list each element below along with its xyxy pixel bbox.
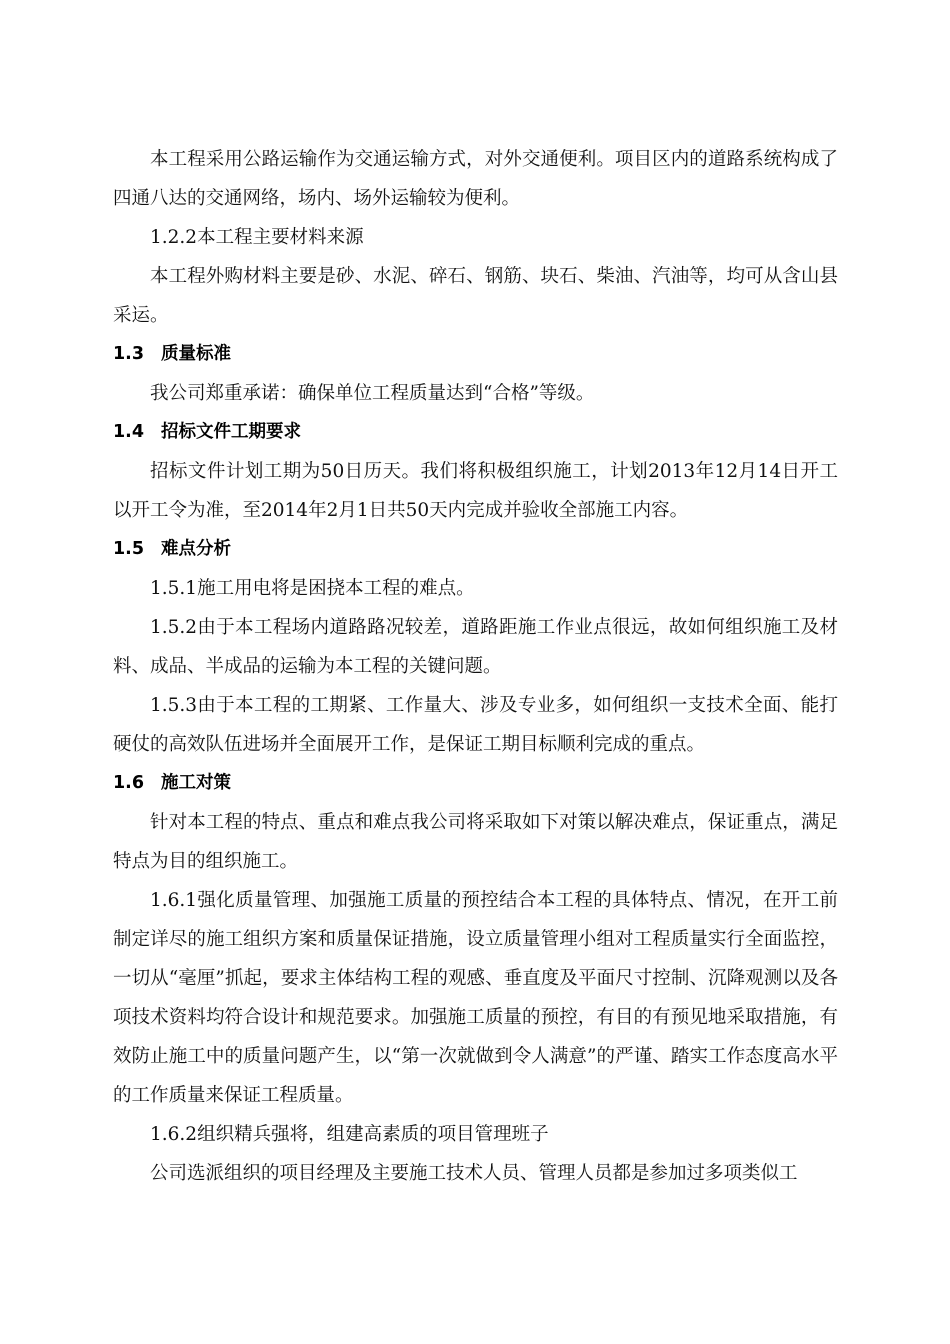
- section-number: 1.3: [113, 344, 145, 364]
- paragraph-schedule: 招标文件计划工期为50日历天。我们将积极组织施工，计划2013年12月14日开工以开工令为准，至2014年2月1日共50天内完成并验收全部施工内容。: [113, 461, 838, 521]
- paragraph-materials: 本工程外购材料主要是砂、水泥、碎石、钢筋、块石、柴油、汽油等，均可从含山县采运。: [113, 266, 838, 326]
- subheading-1-6-2: 1.6.2组织精兵强将，组建高素质的项目管理班子: [150, 1124, 549, 1145]
- paragraph-difficulty-3: 1.5.3由于本工程的工期紧、工作量大、涉及专业多，如何组织一支技术全面、能打硬仗的高效队伍进场并全面展开工作，是保证工期目标顺利完成的重点。: [113, 695, 838, 755]
- section-title: 招标文件工期要求: [161, 422, 301, 442]
- section-title: 施工对策: [161, 773, 231, 793]
- paragraph-countermeasures: 针对本工程的特点、重点和难点我公司将采取如下对策以解决难点，保证重点，满足特点为目的组织施工。: [113, 812, 838, 872]
- section-heading-1-3: [113, 335, 838, 374]
- paragraph-difficulty-2: 1.5.2由于本工程场内道路路况较差，道路距施工作业点很远，故如何组织施工及材料、成品、半成品的运输为本工程的关键问题。: [113, 617, 838, 677]
- section-title: 质量标准: [161, 344, 231, 364]
- paragraph-difficulty-1: 1.5.1施工用电将是困挠本工程的难点。: [150, 578, 475, 599]
- section-title: 难点分析: [161, 539, 231, 559]
- paragraph-project-team: 公司选派组织的项目经理及主要施工技术人员、管理人员都是参加过多项类似工: [150, 1163, 798, 1184]
- section-number: 1.5: [113, 539, 145, 559]
- paragraph-quality: 我公司郑重承诺：确保单位工程质量达到“合格”等级。: [150, 383, 595, 404]
- paragraph-quality-management: 1.6.1强化质量管理、加强施工质量的预控结合本工程的具体特点、情况，在开工前制定详尽的施工组织方案和质量保证措施，设立质量管理小组对工程质量实行全面监控，一切从“毫厘”抓起，要求主体结构工程的观感、垂直度及平面尺寸控制、沉降观测以及各项技术资料均符合设计和规范要求。加强施工质量的预控，有目的有预见地采取措施，有效防止施工中的质量问题产生，以“第一次就做到令人满意”的严谨、踏实工作态度高水平的工作质量来保证工程质量。: [113, 890, 838, 1106]
- section-heading-1-6: [113, 764, 838, 803]
- section-number: 1.4: [113, 422, 145, 442]
- paragraph-transport: 本工程采用公路运输作为交通运输方式，对外交通便利。项目区内的道路系统构成了四通八达的交通网络，场内、场外运输较为便利。: [113, 149, 838, 209]
- section-heading-1-4: [113, 413, 838, 452]
- section-number: 1.6: [113, 773, 145, 793]
- section-heading-1-5: [113, 530, 838, 569]
- subheading-1-2-2: 1.2.2本工程主要材料来源: [150, 227, 364, 248]
- document-body: [113, 140, 838, 1193]
